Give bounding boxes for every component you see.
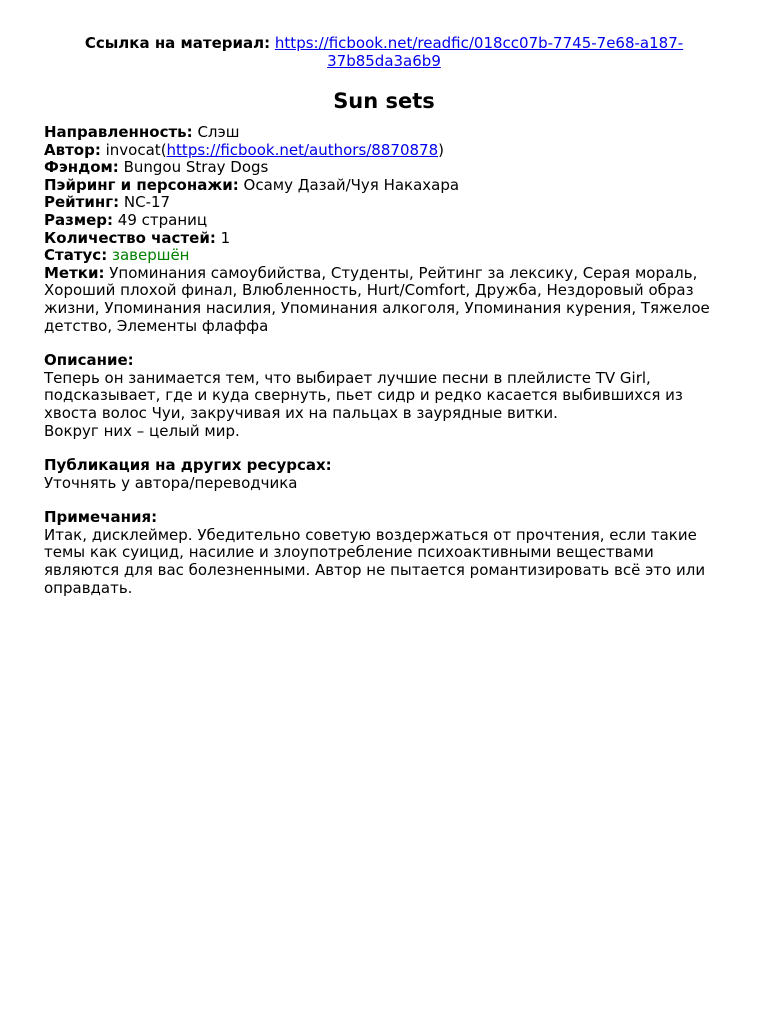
meta-author-name: invocat [105, 140, 161, 159]
source-line [72, 34, 696, 70]
meta-direction-label: Направленность: [44, 123, 193, 141]
status-badge: завершён [111, 246, 190, 265]
meta-size-value: 49 страниц [117, 210, 208, 229]
meta-author-open-paren: ( [160, 140, 167, 159]
meta-rating [44, 194, 724, 212]
meta-rating-label: Рейтинг: [44, 193, 120, 212]
meta-fandom-value: Bungou Stray Dogs [123, 158, 269, 177]
publication-section [44, 457, 724, 492]
meta-direction-value: Слэш [197, 123, 240, 141]
publication-text: Уточнять у автора/переводчика [44, 473, 298, 492]
meta-fandom [44, 159, 724, 177]
publication-label: Публикация на других ресурсах: [44, 456, 332, 475]
description-section [44, 352, 724, 440]
source-link[interactable] [275, 34, 683, 70]
meta-size [44, 212, 724, 230]
meta-tags-value: Упоминания самоубийства, Студенты, Рейтинг за лексику, Серая мораль, Хороший плохой финал, Влюбленность, Hurt/Comfort, Дружба, Нездоровый образ жизни, Упоминания насилия, Упоминания алкоголя, Упоминания курения, Тяжелое детство, Элементы флаффа [44, 263, 710, 335]
meta-author [44, 142, 724, 160]
meta-direction [44, 124, 724, 142]
source-link-part2: 37b85da3a6b9 [327, 52, 441, 70]
metadata-block [44, 124, 724, 335]
meta-fandom-label: Фэндом: [44, 158, 119, 177]
meta-tags-label: Метки: [44, 263, 105, 282]
meta-author-close-paren: ) [438, 140, 444, 159]
notes-section [44, 509, 724, 597]
meta-tags [44, 265, 724, 335]
meta-pairing-label: Пэйринг и персонажи: [44, 175, 239, 194]
meta-parts-value: 1 [220, 228, 231, 247]
meta-pairing-value: Осаму Дазай/Чуя Накахара [243, 175, 460, 194]
meta-size-label: Размер: [44, 210, 114, 229]
meta-pairing [44, 177, 724, 195]
source-label: Ссылка на материал: [84, 34, 271, 52]
description-text: Теперь он занимается тем, что выбирает лучшие песни в плейлисте TV Girl, подсказывает, где и куда свернуть, пьет сидр и редко касается выбившихся из хвоста волос Чуи, закручивая их на пальцах в заурядные витки. [44, 368, 683, 422]
description-text-2: Вокруг них – целый мир. [44, 421, 240, 440]
meta-parts [44, 230, 724, 248]
meta-status [44, 247, 724, 265]
source-link-part1: https://ficbook.net/readfic/018cc07b-7745-7e68-a187- [274, 34, 684, 52]
notes-text: Итак, дисклеймер. Убедительно советую воздержаться от прочтения, если такие темы как суицид, насилие и злоупотребление психоактивными веществами являются для вас болезненными. Автор не пытается романтизировать всё это или оправдать. [44, 525, 706, 597]
author-link[interactable]: https://ficbook.net/authors/8870878 [166, 140, 439, 159]
notes-label: Примечания: [44, 508, 158, 527]
meta-author-label: Автор: [44, 140, 101, 159]
meta-status-label: Статус: [44, 246, 108, 265]
meta-parts-label: Количество частей: [44, 228, 216, 247]
page-title: Sun sets [333, 89, 435, 113]
description-label: Описание: [44, 351, 134, 370]
meta-rating-value: NC-17 [123, 193, 171, 212]
